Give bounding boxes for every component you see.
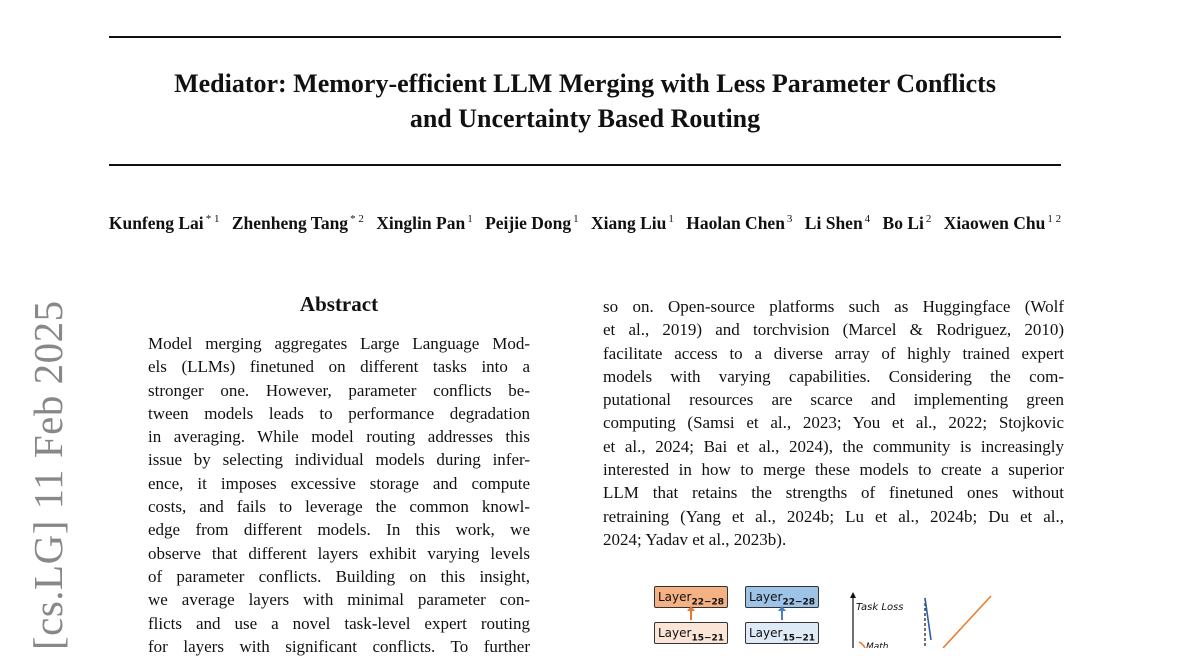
arxiv-stamp-text: [cs.LG] 11 Feb 2025 (25, 300, 71, 650)
layer-range: 15−21 (782, 633, 816, 644)
abstract-line: of parameter conflicts. Building on this insight, (148, 566, 530, 586)
intro-line: computing (Samsi et al., 2023; You et al., 2022; Stojkovic (603, 413, 1064, 433)
intro-line: models with varying capabilities. Considering the com- (603, 366, 1064, 386)
author-name: Haolan Chen (686, 213, 785, 233)
layer-box-blue-mid (745, 622, 819, 644)
author-affiliation: 1 (467, 213, 473, 225)
abstract-line: stronger one. However, parameter conflicts be- (148, 380, 530, 400)
author (591, 213, 674, 233)
author (883, 213, 932, 233)
author-name: Zhenheng Tang (231, 213, 349, 233)
abstract-line: in averaging. While model routing addresses this (148, 427, 530, 447)
intro-line: retraining (Yang et al., 2024b; Lu et al., 2024b; Du et al., (603, 506, 1064, 526)
author-affiliation: 1 (573, 213, 579, 225)
intro-line: facilitate access to a diverse array of highly trained expert (603, 343, 1064, 363)
abstract-line: costs, and fails to leverage the common knowl- (148, 497, 530, 517)
author-name: Xinglin Pan (376, 213, 466, 233)
layer-range: 15−21 (691, 633, 725, 644)
plot-blue-curve (925, 598, 931, 640)
up-arrow-orange (690, 610, 692, 620)
abstract-line: ence, it imposes excessive storage and compute (148, 473, 530, 493)
loss-plot (845, 592, 1045, 648)
plot-orange-curve (943, 596, 991, 648)
abstract-line: edge from different models. In this work, we (148, 520, 530, 540)
layer-range: 22−28 (691, 597, 725, 608)
plot-orange-curve-left (859, 642, 865, 648)
abstract-line: tween models leads to performance degradation (148, 403, 530, 423)
author (805, 213, 870, 233)
abstract-line: issue by selecting individual models during infer- (148, 450, 530, 470)
layer-label: Layer (748, 626, 783, 640)
layer-label: Layer (657, 626, 692, 640)
intro-line: putational resources are scarce and implementing green (603, 390, 1064, 410)
author-affiliation: * 1 (205, 213, 220, 225)
up-arrow-blue (781, 610, 783, 620)
intro-line: 2024; Yadav et al., 2023b). (603, 529, 787, 549)
title-top-rule (109, 36, 1061, 38)
author-affiliation: 2 (925, 213, 932, 225)
abstract-line: Model merging aggregates Large Language Mod- (148, 334, 530, 353)
intro-line: interested in how to merge these models to create a superior (603, 460, 1064, 480)
author-affiliation: 1 (668, 213, 674, 225)
layer-label: Layer (657, 590, 692, 604)
author-name: Li Shen (804, 213, 863, 233)
author (686, 213, 792, 233)
abstract-line: flicts and use a novel task-level expert routing (148, 613, 530, 633)
task-loss-label: Task Loss (856, 602, 904, 613)
author-affiliation: 3 (786, 213, 793, 225)
author-affiliation: * 2 (350, 213, 364, 225)
math-label: Math (866, 642, 889, 648)
intro-line: et al., 2024; Bai et al., 2024), the community is increasingly (603, 436, 1064, 456)
intro-line: et al., 2019) and torchvision (Marcel & Rodriguez, 2010) (603, 320, 1064, 340)
abstract-line: for layers with significant conflicts. To further (148, 636, 530, 656)
layer-box-orange-top (654, 586, 728, 608)
title-bottom-rule (109, 164, 1061, 166)
author (232, 213, 364, 233)
layer-box-blue-top (745, 586, 819, 608)
author (944, 213, 1061, 233)
figure-1 (640, 578, 1060, 648)
abstract-line: observe that different layers exhibit varying levels (148, 543, 530, 563)
abstract-body (148, 332, 530, 658)
title-line-2: and Uncertainty Based Routing (409, 104, 761, 133)
author-name: Kunfeng Lai (108, 213, 204, 233)
layer-range: 22−28 (782, 597, 816, 608)
author-name: Xiaowen Chu (943, 213, 1046, 233)
author-name: Peijie Dong (485, 213, 572, 233)
paper-title (109, 66, 1061, 136)
author-name: Xiang Liu (590, 213, 667, 233)
author (109, 213, 220, 233)
author (376, 213, 473, 233)
plot-y-axis-arrow (850, 592, 856, 598)
intro-line: LLM that retains the strengths of finetuned ones without (603, 483, 1064, 503)
author-name: Bo Li (882, 213, 924, 233)
author-affiliation: 1 2 (1047, 213, 1062, 225)
author-list (100, 207, 1070, 235)
author-affiliation: 4 (864, 213, 871, 225)
title-line-1: Mediator: Memory-efficient LLM Merging with Less Parameter Conflicts (174, 69, 996, 98)
intro-line: so on. Open-source platforms such as Huggingface (Wolf (603, 297, 1064, 316)
abstract-line: els (LLMs) finetuned on different tasks into a (148, 357, 530, 377)
abstract-line: we average layers with minimal parameter con- (148, 590, 530, 610)
layer-label: Layer (748, 590, 783, 604)
layer-box-orange-mid (654, 622, 728, 644)
author (485, 213, 579, 233)
abstract-heading: Abstract (299, 292, 379, 316)
introduction-paragraph (603, 295, 1064, 551)
